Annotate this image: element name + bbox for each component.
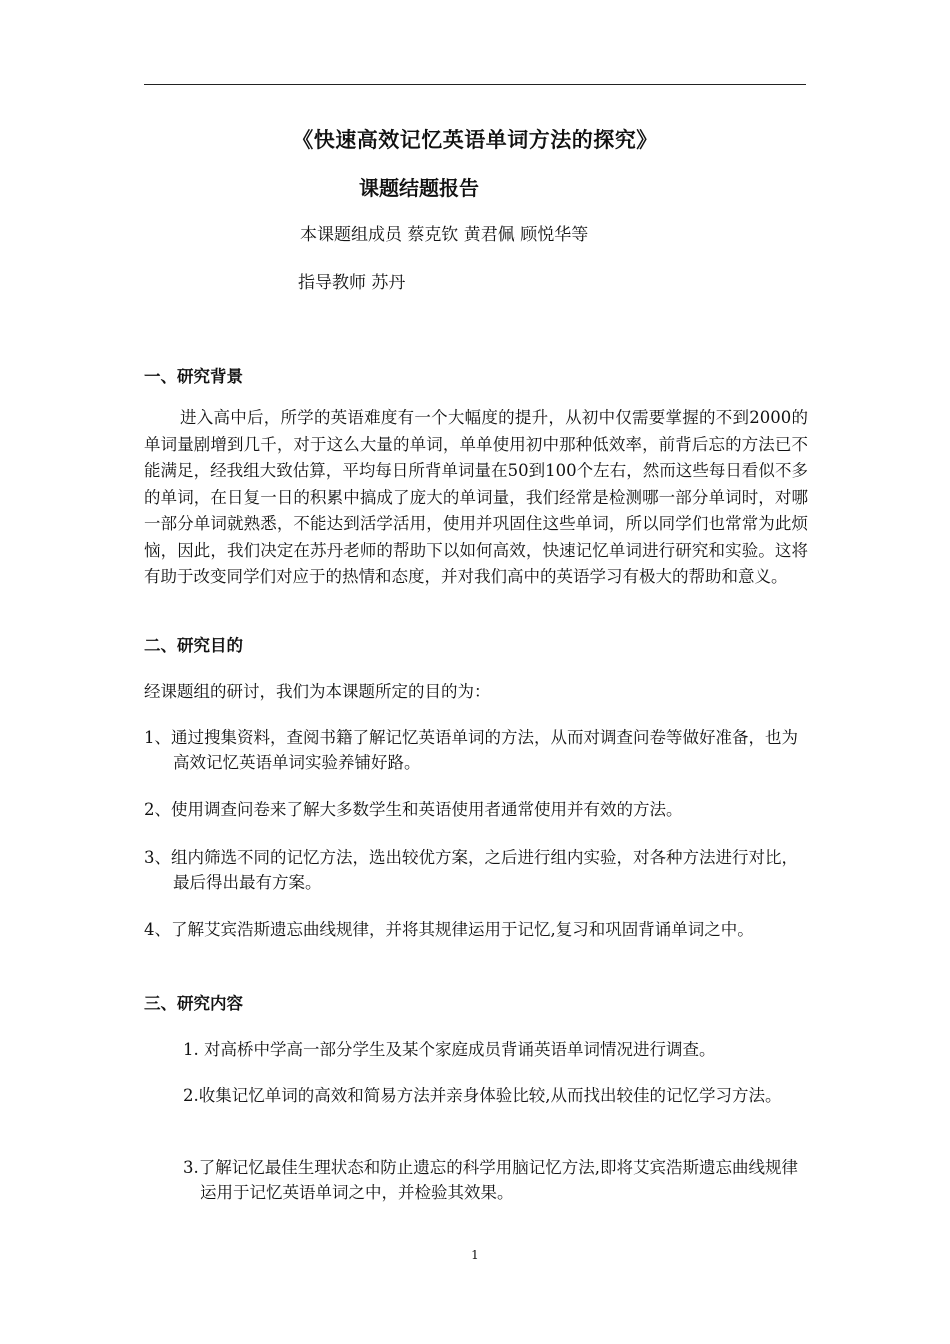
section-heading-purpose: 二、研究目的: [144, 636, 243, 655]
document-subtitle: 课题结题报告: [359, 176, 479, 200]
background-paragraph: 进入高中后，所学的英语难度有一个大幅度的提升，从初中仅需要掌握的不到2000的单词量剧增到几千，对于这么大量的单词，单单使用初中那种低效率，前背后忘的方法已不能满足，经我组大致估算，平均每日所背单词量在50到100个左右，然而这些每日看似不多的单词，在日复一日的积累中搞成了庞大的单词量，我们经常是检测哪一部分单词时，对哪一部分单词就熟悉，不能达到活学活用，使用并巩固住这些单词，所以同学们也常常为此烦恼，因此，我们决定在苏丹老师的帮助下以如何高效，快速记忆单词进行研究和实验。这将有助于改变同学们对应于的热情和态度，并对我们高中的英语学习有极大的帮助和意义。: [144, 408, 808, 586]
content-item: 1. 对高桥中学高一部分学生及某个家庭成员背诵英语单词情况进行调查。: [183, 1040, 716, 1059]
page-number: 1: [471, 1248, 479, 1262]
document-title: 《快速高效记忆英语单词方法的探究》: [292, 127, 658, 152]
section-heading-content: 三、研究内容: [144, 994, 243, 1013]
purpose-intro: 经课题组的研讨，我们为本课题所定的目的为：: [144, 682, 491, 701]
content-item: 2.收集记忆单词的高效和简易方法并亲身体验比较,从而找出较佳的记忆学习方法。: [183, 1086, 782, 1105]
purpose-item: 4、了解艾宾浩斯遗忘曲线规律，并将其规律运用于记忆,复习和巩固背诵单词之中。: [144, 920, 754, 939]
purpose-item: 3、组内筛选不同的记忆方法，选出较优方案，之后进行组内实验，对各种方法进行对比，最后得出最有方案。: [144, 848, 798, 892]
header-rule: [144, 84, 806, 85]
purpose-item: 2、使用调查问卷来了解大多数学生和英语使用者通常使用并有效的方法。: [144, 800, 683, 819]
group-members: 本课题组成员 蔡克钦 黄君佩 顾悦华等: [300, 225, 589, 245]
content-item: 3.了解记忆最佳生理状态和防止遗忘的科学用脑记忆方法,即将艾宾浩斯遗忘曲线规律运用于记忆英语单词之中，并检验其效果。: [183, 1158, 798, 1202]
section-heading-background: 一、研究背景: [144, 367, 243, 386]
advisor-teacher: 指导教师 苏丹: [298, 273, 406, 293]
purpose-item: 1、通过搜集资料，查阅书籍了解记忆英语单词的方法，从而对调查问卷等做好准备，也为高效记忆英语单词实验养铺好路。: [144, 728, 798, 772]
